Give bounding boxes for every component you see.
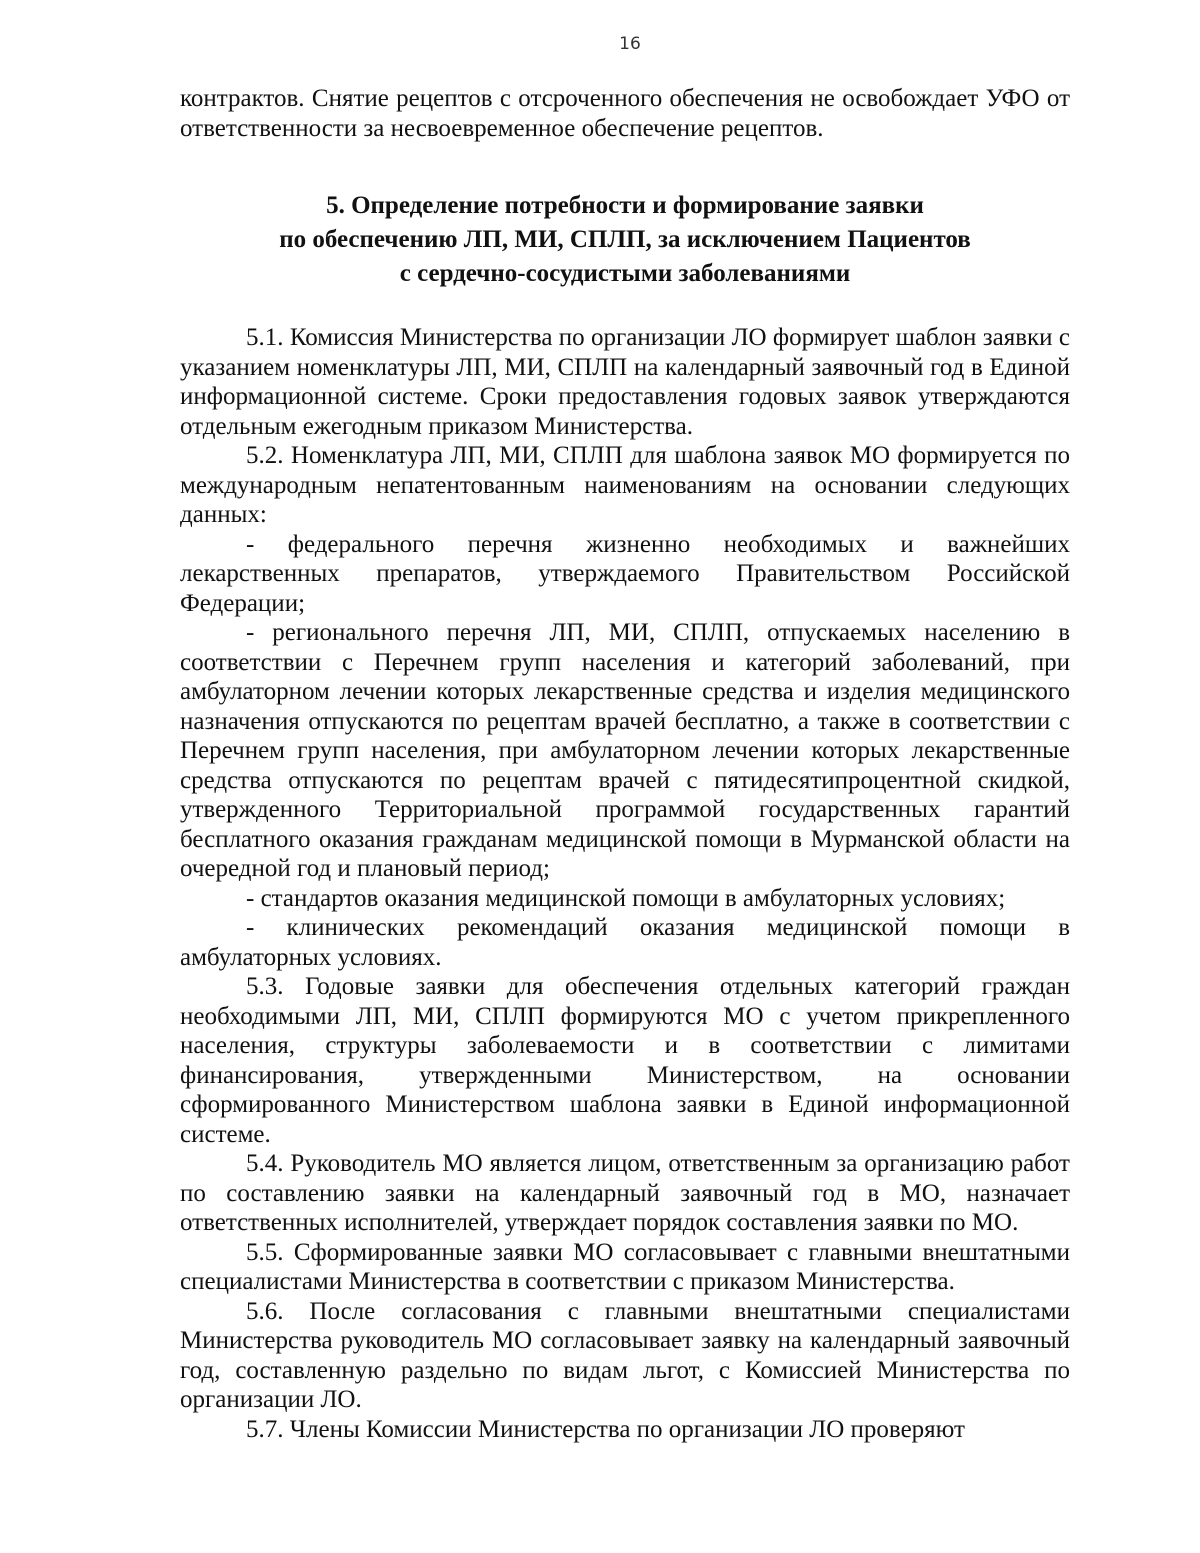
section-heading-line-2: по обеспечению ЛП, МИ, СПЛП, за исключением Пациентов bbox=[279, 226, 971, 253]
paragraph-5-2: 5.2. Номенклатура ЛП, МИ, СПЛП для шаблона заявок МО формируется по международным непатентованным наименованиям на основании следующих данных: bbox=[180, 442, 1070, 528]
section-heading-line-3: с сердечно-сосудистыми заболеваниями bbox=[399, 260, 851, 287]
list-item-clinical-guidelines: - клинических рекомендаций оказания медицинской помощи в амбулаторных условиях. bbox=[180, 914, 1070, 971]
list-item-standards: - стандартов оказания медицинской помощи в амбулаторных условиях; bbox=[246, 884, 1006, 912]
document-body bbox=[180, 84, 1070, 1444]
paragraph-5-5: 5.5. Сформированные заявки МО согласовывает с главными внештатными специалистами Министерства в соответствии с приказом Министерства. bbox=[180, 1238, 1070, 1295]
list-item-federal-list: - федерального перечня жизненно необходимых и важнейших лекарственных препаратов, утверждаемого Правительством Российской Федерации; bbox=[180, 530, 1070, 617]
paragraph-5-3: 5.3. Годовые заявки для обеспечения отдельных категорий граждан необходимыми ЛП, МИ, СПЛП формируются МО с учетом прикрепленного населения, структуры заболеваемости и в соответствии с лимитами финансирования, утвержденными Министерством, на основании сформированного Министерством шаблона заявки в Единой информационной системе. bbox=[180, 973, 1070, 1148]
paragraph-5-4: 5.4. Руководитель МО является лицом, ответственным за организацию работ по составлению заявки на календарный заявочный год в МО, назначает ответственных исполнителей, утверждает порядок составления заявки по МО. bbox=[180, 1150, 1070, 1236]
list-item-regional-list: - регионального перечня ЛП, МИ, СПЛП, отпускаемых населению в соответствии с Перечнем групп населения и категорий заболеваний, при амбулаторном лечении которых лекарственные средства и изделия медицинского назначения отпускаются по рецептам врачей бесплатно, а также в соответствии с Перечнем групп населения, при амбулаторном лечении которых лекарственные средства отпускаются по рецептам врачей с пятидесятипроцентной скидкой, утвержденного Территориальной программой государственных гарантий бесплатного оказания гражданам медицинской помощи в Мурманской области на очередной год и плановый период; bbox=[180, 619, 1070, 882]
paragraph-5-1: 5.1. Комиссия Министерства по организации ЛО формирует шаблон заявки с указанием номенклатуры ЛП, МИ, СПЛП на календарный заявочный год в Единой информационной системе. Сроки предоставления годовых заявок утверждаются отдельным ежегодным приказом Министерства. bbox=[180, 324, 1070, 440]
section-heading-line-1: 5. Определение потребности и формирование заявки bbox=[326, 192, 924, 219]
section-heading bbox=[180, 189, 1070, 291]
page-number: 16 bbox=[619, 34, 641, 54]
paragraph-5-6: 5.6. После согласования с главными внештатными специалистами Министерства руководитель МО согласовывает заявку на календарный заявочный год, составленную раздельно по видам льгот, с Комиссией Министерства по организации ЛО. bbox=[180, 1297, 1070, 1413]
lead-paragraph: контрактов. Снятие рецептов с отсроченного обеспечения не освобождает УФО от ответственности за несвоевременное обеспечение рецептов. bbox=[180, 85, 1070, 142]
paragraph-5-7: 5.7. Члены Комиссии Министерства по организации ЛО проверяют bbox=[246, 1415, 965, 1443]
